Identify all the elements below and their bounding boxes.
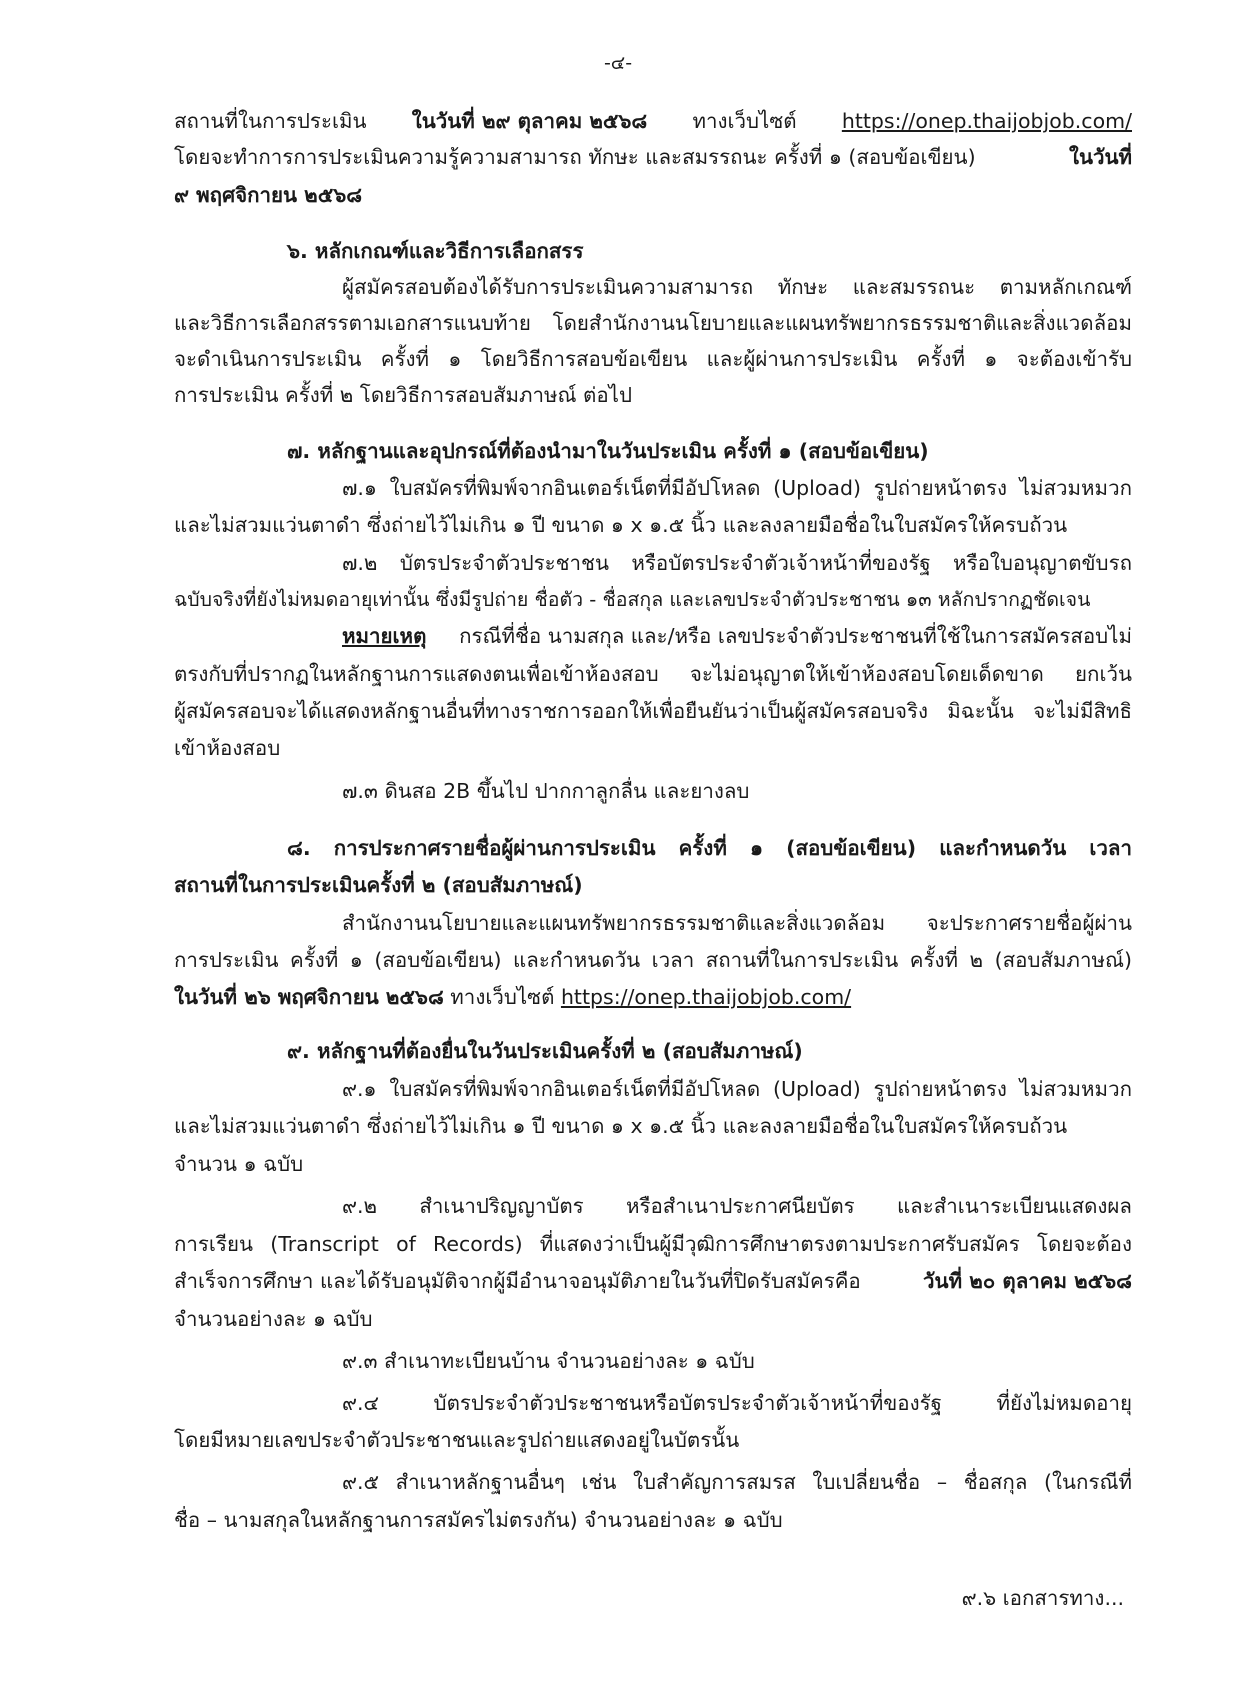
section-9-item: โดยมีหมายเลขประจำตัวประชาชนและรูปถ่ายแสดงอยู่ในบัตรนั้น xyxy=(174,1428,740,1452)
section-6-text: การประเมิน ครั้งที่ ๒ โดยวิธีการสอบสัมภาษณ์ ต่อไป xyxy=(174,383,632,407)
written-exam-date: ๙ พฤศจิกายน ๒๕๖๘ xyxy=(174,183,363,207)
section-9-item: ๙.๓ สำเนาทะเบียนบ้าน จำนวนอย่างละ ๑ ฉบับ xyxy=(342,1349,755,1373)
section-9-item: สำเร็จการศึกษา และได้รับอนุมัติจากผู้มีอำนาจอนุมัติภายในวันที่ปิดรับสมัครคือ xyxy=(174,1269,861,1293)
note-text: ตรงกับที่ปรากฏในหลักฐานการแสดงตนเพื่อเข้าห้องสอบ จะไม่อนุญาตให้เข้าห้องสอบโดยเด็ดขาด ยกเว้น xyxy=(174,662,1132,686)
section-7-item: ๗.๒ บัตรประจำตัวประชาชน หรือบัตรประจำตัวเจ้าหน้าที่ของรัฐ หรือใบอนุญาตขับรถ xyxy=(342,551,1132,575)
note-text: เข้าห้องสอบ xyxy=(174,736,281,760)
website-link-2[interactable]: https://onep.thaijobjob.com/ xyxy=(560,985,852,1009)
section-7-item: ๗.๓ ดินสอ 2B ขึ้นไป ปากกาลูกลื่น และยางลบ xyxy=(342,779,750,803)
note-text: ผู้สมัครสอบจะได้แสดงหลักฐานอื่นที่ทางราชการออกให้เพื่อยืนยันว่าเป็นผู้สมัครสอบจริง มิฉะนั้น จะไม่มีสิทธิ xyxy=(174,699,1132,723)
intro-line-1 xyxy=(174,106,1132,136)
section-9-item: ๙.๒ สำเนาปริญญาบัตร หรือสำเนาประกาศนียบัตร และสำเนาระเบียนแสดงผล xyxy=(342,1194,1132,1218)
intro-website-label: ทางเว็บไซต์ xyxy=(692,109,797,133)
section-9-item: การเรียน (Transcript of Records) ที่แสดงว่าเป็นผู้มีวุฒิการศึกษาตรงตามประกาศรับสมัคร โดยจะต้อง xyxy=(174,1232,1132,1256)
website-label: ทางเว็บไซต์ xyxy=(450,985,555,1009)
section-8-heading: สถานที่ในการประเมินครั้งที่ ๒ (สอบสัมภาษณ์) xyxy=(174,873,583,897)
section-7-item: ฉบับจริงที่ยังไม่หมดอายุเท่านั้น ซึ่งมีรูปถ่าย ชื่อตัว - ชื่อสกุล และเลขประจำตัวประชาชน ๑๓ หลักปรากฏชัดเจน xyxy=(174,588,1091,611)
section-7-note xyxy=(342,621,1132,651)
announcement-date: ในวันที่ ๒๖ พฤศจิกายน ๒๕๖๘ xyxy=(174,985,444,1009)
note-label: หมายเหตุ xyxy=(342,624,427,648)
section-6-text: ผู้สมัครสอบต้องได้รับการประเมินความสามารถ ทักษะ และสมรรถนะ ตามหลักเกณฑ์ xyxy=(342,275,1132,299)
section-9-deadline-line xyxy=(174,1266,1132,1296)
section-6-heading: ๖. หลักเกณฑ์และวิธีการเลือกสรร xyxy=(287,239,584,263)
section-9-item: และไม่สวมแว่นตาดำ ซึ่งถ่ายไว้ไม่เกิน ๑ ปี ขนาด ๑ x ๑.๕ นิ้ว และลงลายมือชื่อในใบสมัครให้ครบถ้วน xyxy=(174,1114,1068,1138)
section-7-item: ๗.๑ ใบสมัครที่พิมพ์จากอินเตอร์เน็ตที่มีอัปโหลด (Upload) รูปถ่ายหน้าตรง ไม่สวมหมวก xyxy=(342,476,1132,500)
page-number: -๔- xyxy=(603,52,633,74)
section-9-item: ๙.๑ ใบสมัครที่พิมพ์จากอินเตอร์เน็ตที่มีอัปโหลด (Upload) รูปถ่ายหน้าตรง ไม่สวมหมวก xyxy=(342,1077,1132,1101)
section-6-text: จะดำเนินการประเมิน ครั้งที่ ๑ โดยวิธีการสอบข้อเขียน และผู้ผ่านการประเมิน ครั้งที่ ๑ จะต้องเข้ารับ xyxy=(174,347,1132,371)
section-7-heading: ๗. หลักฐานและอุปกรณ์ที่ต้องนำมาในวันประเมิน ครั้งที่ ๑ (สอบข้อเขียน) xyxy=(287,439,929,463)
section-9-item: จำนวนอย่างละ ๑ ฉบับ xyxy=(174,1307,373,1331)
continuation-footer: ๙.๖ เอกสารทาง... xyxy=(961,1586,1124,1610)
section-8-date-line xyxy=(174,982,851,1012)
section-8-text: การประเมิน ครั้งที่ ๑ (สอบข้อเขียน) และกำหนดวัน เวลา สถานที่ในการประเมิน ครั้งที่ ๒ (สอบสัมภาษณ์) xyxy=(174,948,1132,972)
intro-date-label: ในวันที่ xyxy=(1068,145,1132,169)
intro-line-2 xyxy=(174,142,1132,172)
note-text: กรณีที่ชื่อ นามสกุล และ/หรือ เลขประจำตัวประชาชนที่ใช้ในการสมัครสอบไม่ xyxy=(459,624,1132,648)
section-8-text: สำนักงานนโยบายและแผนทรัพยากรธรรมชาติและสิ่งแวดล้อม จะประกาศรายชื่อผู้ผ่าน xyxy=(342,911,1132,935)
section-9-item: จำนวน ๑ ฉบับ xyxy=(174,1152,304,1176)
section-9-item: ๙.๔ บัตรประจำตัวประชาชนหรือบัตรประจำตัวเจ้าหน้าที่ของรัฐ ที่ยังไม่หมดอายุ xyxy=(342,1391,1132,1415)
section-9-item: ๙.๕ สำเนาหลักฐานอื่นๆ เช่น ใบสำคัญการสมรส ใบเปลี่ยนชื่อ – ชื่อสกุล (ในกรณีที่ xyxy=(342,1470,1132,1494)
exam-date: ในวันที่ ๒๙ ตุลาคม ๒๕๖๘ xyxy=(411,109,648,133)
application-close-date: วันที่ ๒๐ ตุลาคม ๒๕๖๘ xyxy=(923,1269,1132,1293)
website-link-1[interactable]: https://onep.thaijobjob.com/ xyxy=(841,109,1132,133)
section-6-text: และวิธีการเลือกสรรตามเอกสารแนบท้าย โดยสำนักงานนโยบายและแผนทรัพยากรธรรมชาติและสิ่งแวดล้อม xyxy=(174,311,1132,335)
section-9-heading: ๙. หลักฐานที่ต้องยื่นในวันประเมินครั้งที่ ๒ (สอบสัมภาษณ์) xyxy=(287,1039,803,1063)
section-7-item: และไม่สวมแว่นตาดำ ซึ่งถ่ายไว้ไม่เกิน ๑ ปี ขนาด ๑ x ๑.๕ นิ้ว และลงลายมือชื่อในใบสมัครให้ครบถ้วน xyxy=(174,513,1068,537)
section-9-item: ชื่อ – นามสกุลในหลักฐานการสมัครไม่ตรงกัน) จำนวนอย่างละ ๑ ฉบับ xyxy=(174,1508,783,1532)
intro-text: สถานที่ในการประเมิน xyxy=(174,109,367,133)
section-8-heading: ๘. การประกาศรายชื่อผู้ผ่านการประเมิน ครั้งที่ ๑ (สอบข้อเขียน) และกำหนดวัน เวลา xyxy=(287,836,1132,860)
intro-text: โดยจะทำการการประเมินความรู้ความสามารถ ทักษะ และสมรรถนะ ครั้งที่ ๑ (สอบข้อเขียน) xyxy=(174,145,976,169)
